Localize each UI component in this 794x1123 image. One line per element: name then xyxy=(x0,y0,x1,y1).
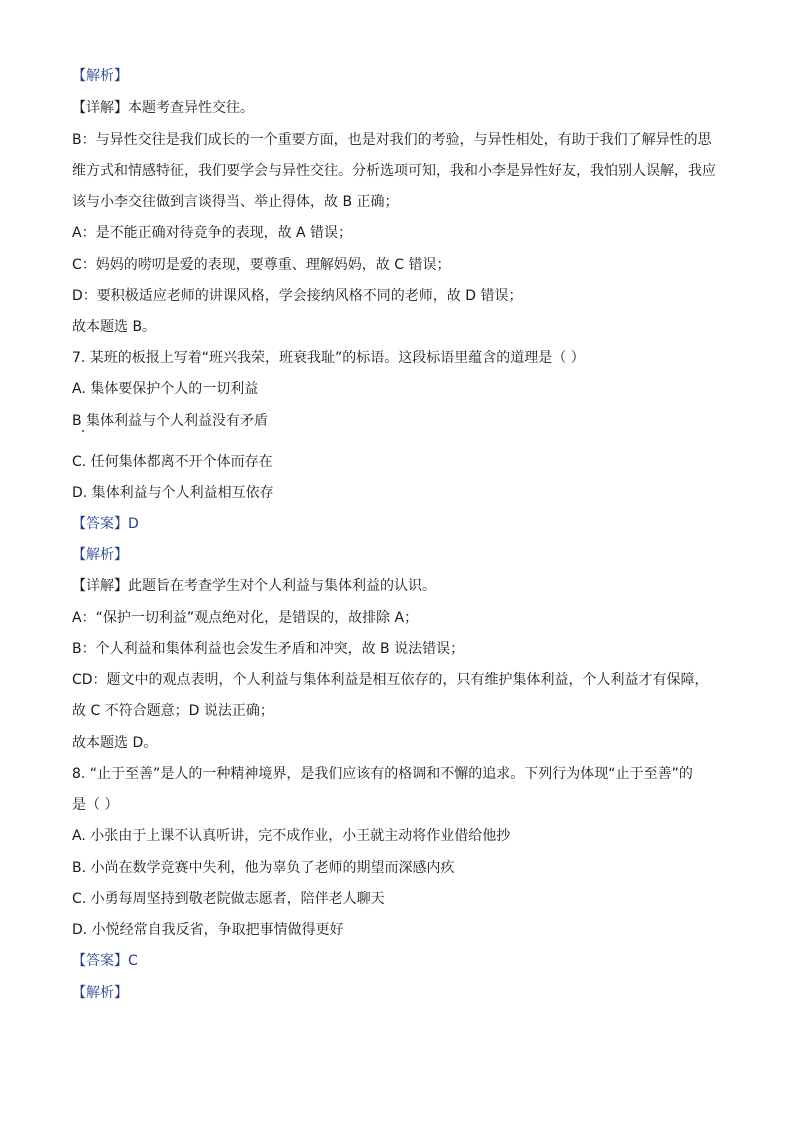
option-b: B 集体利益与个人利益没有矛盾 xyxy=(72,413,269,429)
text-line: CD：题文中的观点表明，个人利益与集体利益是相互依存的，只有维护集体利益，个人利益才有保障， xyxy=(72,672,709,688)
text-line: C：妈妈的唠叨是爱的表现，要尊重、理解妈妈，故 C 错误； xyxy=(72,257,451,273)
text-line: A：“保护一切利益”观点绝对化，是错误的，故排除 A； xyxy=(72,610,419,626)
question-8: 8. “止于至善”是人的一种精神境界，是我们应该有的格调和不懈的追求。下列行为体现“止于至善”的 xyxy=(72,766,693,782)
option-c: C. 小勇每周坚持到敬老院做志愿者，陪伴老人聊天 xyxy=(72,891,385,907)
detail-line: 【详解】此题旨在考查学生对个人利益与集体利益的认识。 xyxy=(72,578,436,594)
analysis-heading: 【解析】 xyxy=(72,985,128,1001)
text-line: B：与异性交往是我们成长的一个重要方面，也是对我们的考验，与异性相处，有助于我们了解异性的思 xyxy=(72,132,712,148)
option-c: C. 任何集体都离不开个体而存在 xyxy=(72,454,273,470)
analysis-heading: 【解析】 xyxy=(72,547,128,563)
text-line: 故 C 不符合题意；D 说法正确； xyxy=(72,703,274,719)
text-line: A：是不能正确对待竞争的表现，故 A 错误； xyxy=(72,225,353,241)
option-d: D. 集体利益与个人利益相互依存 xyxy=(72,485,274,501)
answer-heading: 【答案】C xyxy=(72,953,138,969)
text-line: B：个人利益和集体利益也会发生矛盾和冲突，故 B 说法错误； xyxy=(72,641,465,657)
text-line: 故本题选 D。 xyxy=(72,735,158,751)
answer-heading: 【答案】D xyxy=(72,516,139,532)
option-a: A. 小张由于上课不认真听讲，完不成作业，小王就主动将作业借给他抄 xyxy=(72,828,511,844)
option-a: A. 集体要保护个人的一切利益 xyxy=(72,381,259,397)
detail-line: 【详解】本题考查异性交往。 xyxy=(72,100,254,116)
question-8-cont: 是（ ） xyxy=(72,797,119,813)
option-d: D. 小悦经常自我反省，争取把事情做得更好 xyxy=(72,922,344,938)
stray-dot xyxy=(82,430,84,432)
text-line: 维方式和情感特征，我们要学会与异性交往。分析选项可知，我和小李是异性好友，我怕别人误解，我应 xyxy=(72,163,716,179)
option-b: B. 小尚在数学竞赛中失利，他为辜负了老师的期望而深感内疚 xyxy=(72,860,455,876)
question-7: 7. 某班的板报上写着“班兴我荣，班衰我耻”的标语。这段标语里蕴含的道理是（ ） xyxy=(72,350,585,366)
analysis-heading: 【解析】 xyxy=(72,68,128,84)
text-line: D：要积极适应老师的讲课风格，学会接纳风格不同的老师，故 D 错误； xyxy=(72,288,523,304)
text-line: 该与小李交往做到言谈得当、举止得体，故 B 正确； xyxy=(72,194,399,210)
text-line: 故本题选 B。 xyxy=(72,319,157,335)
